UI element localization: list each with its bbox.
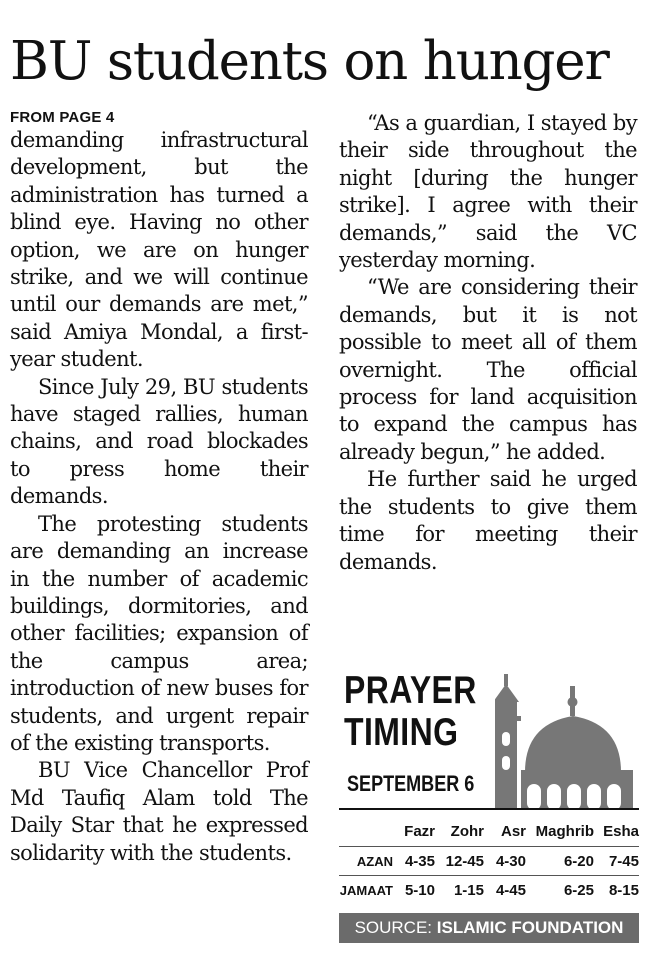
table-corner	[339, 816, 397, 847]
prayer-date: SEPTEMBER 6	[347, 771, 475, 796]
table-cell: 1-15	[435, 876, 484, 905]
table-cell: 4-30	[484, 847, 526, 876]
prayer-divider	[339, 808, 639, 810]
table-cell: 6-25	[526, 876, 594, 905]
prayer-title	[344, 670, 477, 754]
source-label: SOURCE:	[354, 918, 433, 937]
headline: BU students on hunger	[10, 31, 609, 92]
prayer-title-line1: PRAYER	[344, 669, 477, 712]
source-value: ISLAMIC FOUNDATION	[436, 918, 624, 937]
table-cell: 7-45	[594, 847, 639, 876]
column-header: Fazr	[404, 822, 435, 840]
row-label: AZAN	[339, 847, 397, 876]
column-header: Maghrib	[535, 822, 594, 840]
prayer-timing-box	[339, 662, 639, 944]
row-label: JAMAAT	[339, 876, 397, 905]
article-paragraph: BU Vice Chancellor Prof Md Taufiq Alam told The Daily Star that he expressed solidarity with the students.	[10, 758, 308, 865]
from-page-label: FROM PAGE 4	[10, 109, 115, 126]
source-bar	[339, 913, 639, 943]
article-paragraph: “We are considering their demands, but it is not possible to meet all of them overnight. The official process for land acquisition to expand the campus has already begun,” he added.	[339, 275, 637, 464]
article-paragraph: demanding infrastructural development, but the administration has turned a blind eye. Having no other option, we are on hunger strike, and we will continue until our demands are met,” said Amiya Mondal, a first-year student.	[10, 128, 308, 372]
article-paragraph: The protesting students are demanding an increase in the number of academic buildings, dormitories, and other facilities; expansion of the campus area; introduction of new buses for students, and urgent repair of the existing transports.	[10, 511, 308, 755]
article-paragraph: Since July 29, BU students have staged rallies, human chains, and road blockades to press home their demands.	[10, 374, 308, 509]
prayer-title-line2: TIMING	[344, 711, 459, 754]
article-paragraph: He further said he urged the students to give them time for meeting their demands.	[339, 467, 637, 574]
column-header: Zohr	[450, 822, 484, 840]
column-header: Asr	[500, 822, 526, 840]
table-cell: 6-20	[526, 847, 594, 876]
article-column-right	[339, 110, 637, 576]
prayer-timing-table	[339, 816, 639, 904]
table-cell: 12-45	[435, 847, 484, 876]
table-cell: 4-35	[397, 847, 435, 876]
article-column-left	[10, 108, 308, 867]
article-paragraph: “As a guardian, I stayed by their side throughout the night [during the hunger strike]. I agree with their demands,” said the VC yesterday morning.	[339, 111, 637, 273]
mosque-icon	[495, 672, 635, 812]
table-cell: 8-15	[594, 876, 639, 905]
column-header: Esha	[603, 822, 639, 840]
table-cell: 5-10	[397, 876, 435, 905]
table-row	[339, 876, 639, 905]
table-cell: 4-45	[484, 876, 526, 905]
table-row	[339, 847, 639, 876]
table-header-row	[339, 816, 639, 847]
